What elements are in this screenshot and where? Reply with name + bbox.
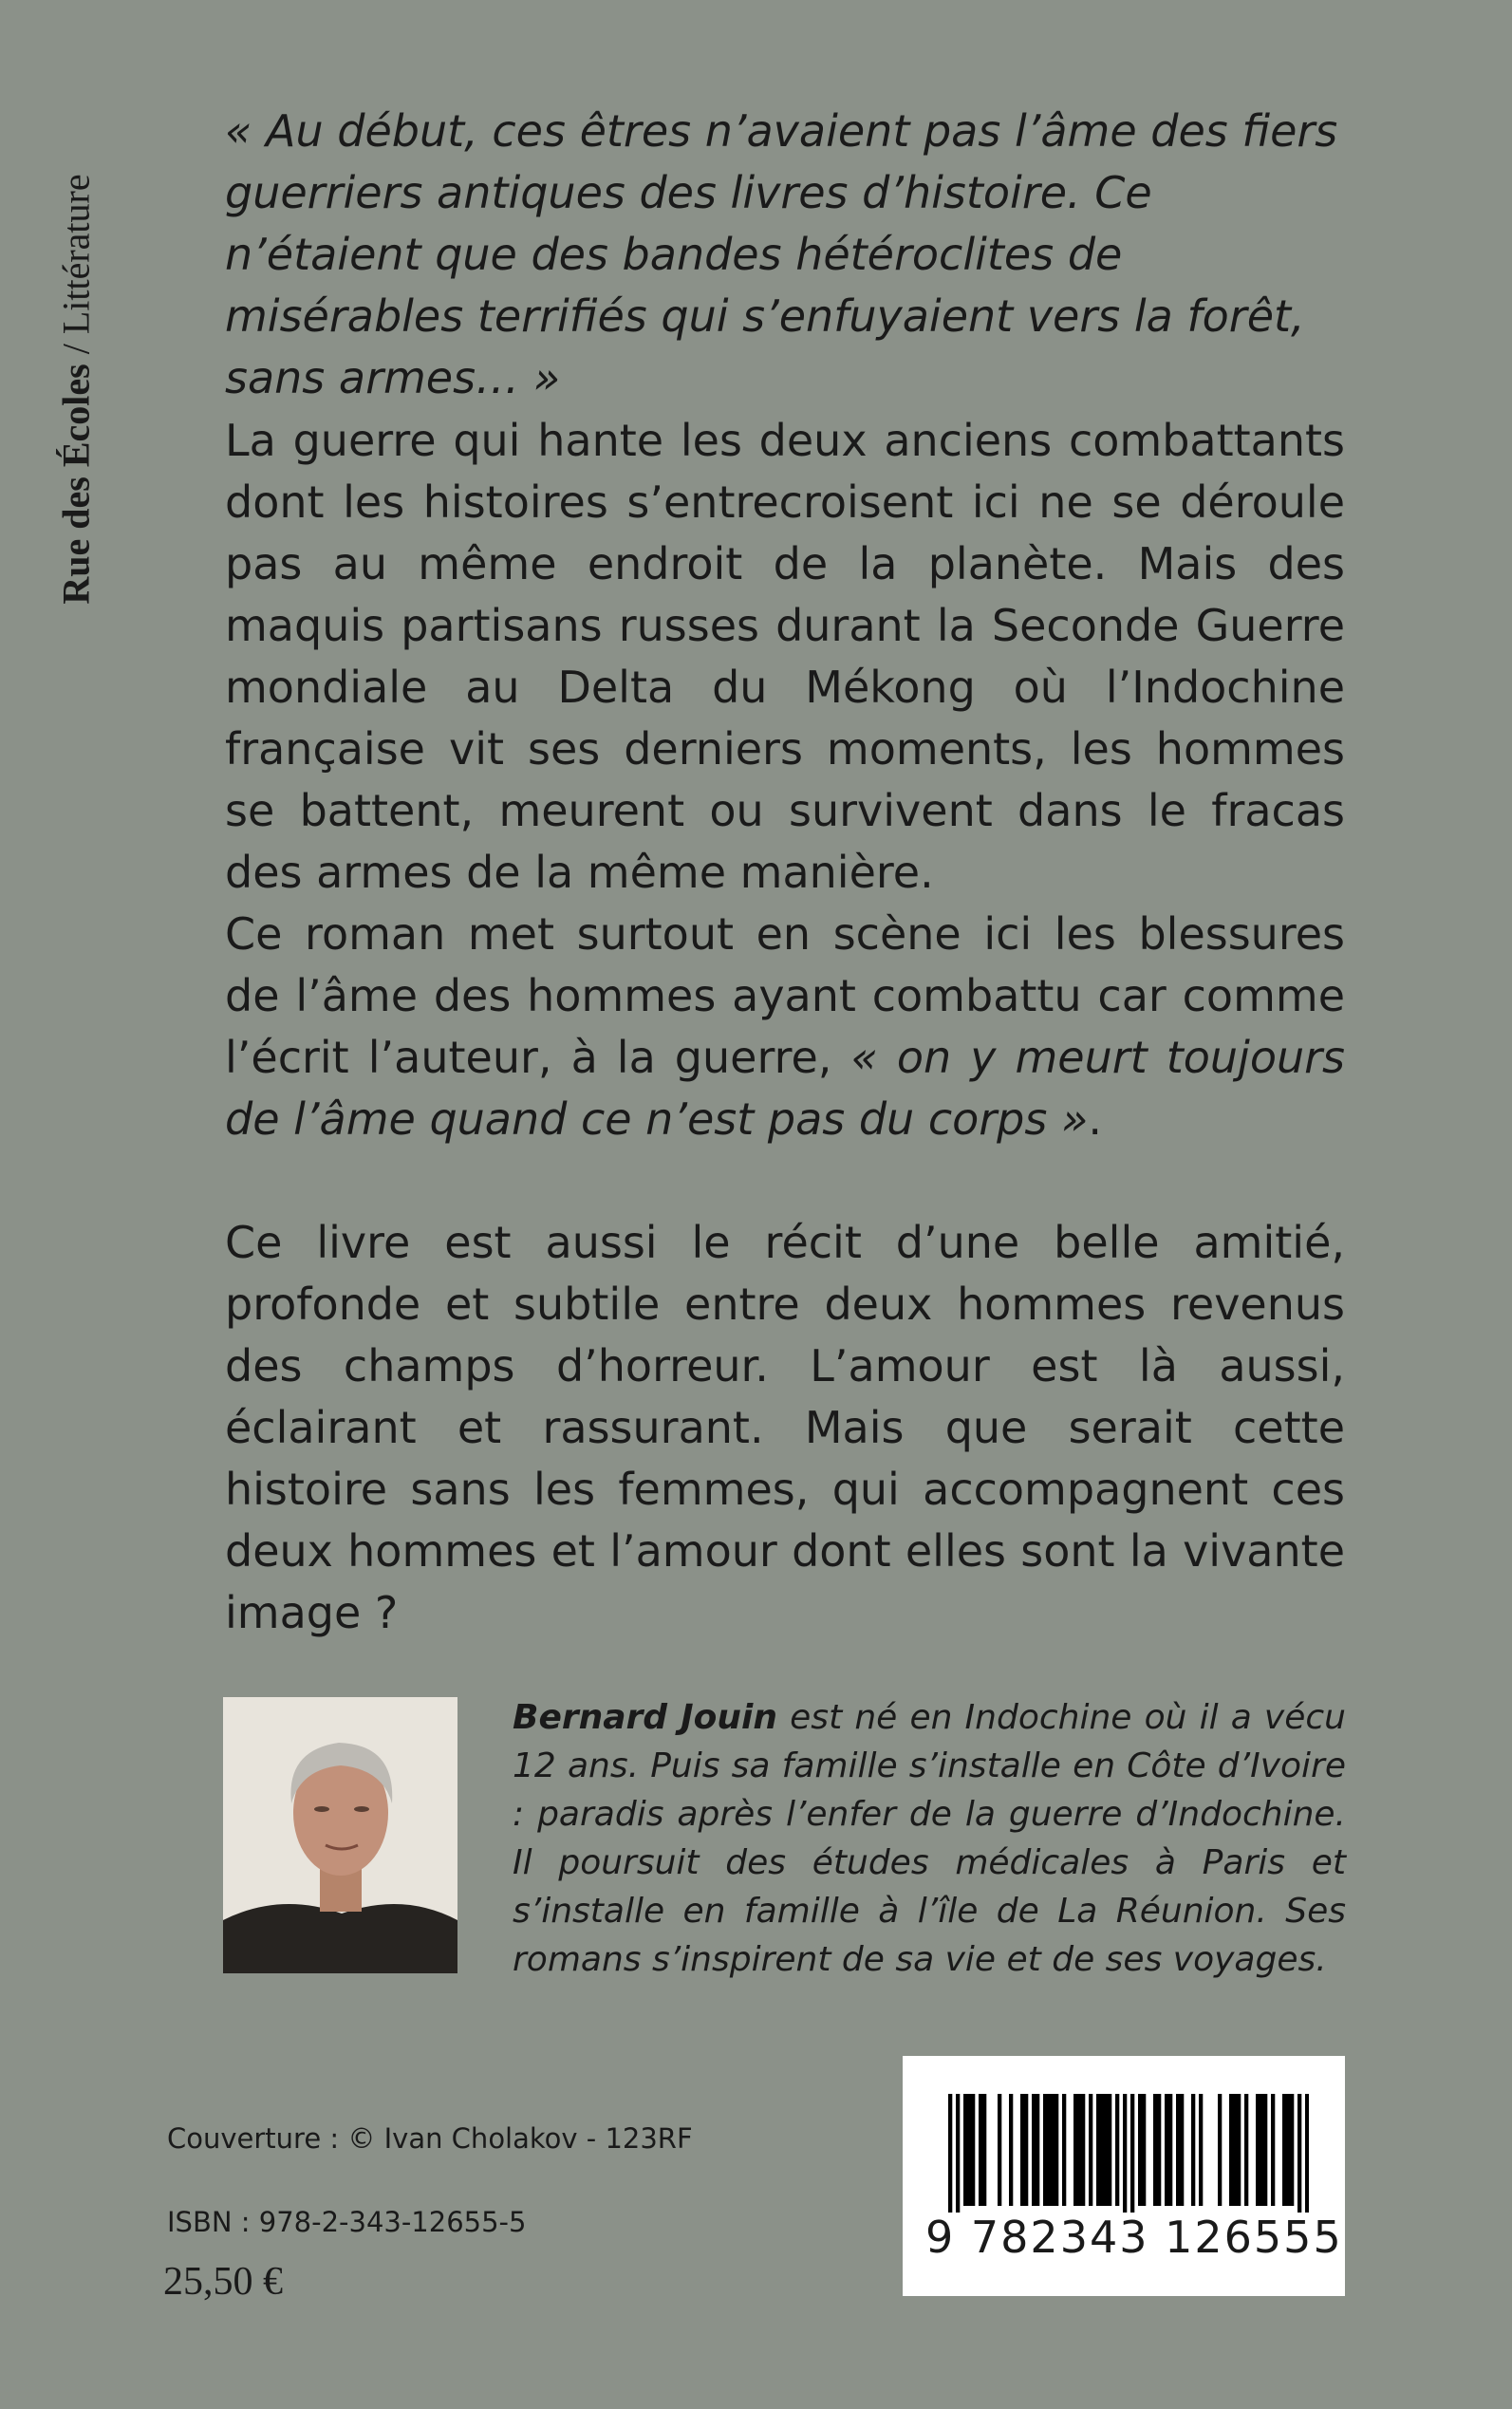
barcode-bars [948,2094,1309,2213]
barcode-bar [1051,2094,1055,2206]
barcode-bar [1157,2094,1161,2206]
author-quote: « on y meurt toujours de l’âme quand ce n’est pas du corps » [225,1032,1346,1145]
opening-quote [225,101,1345,409]
barcode-number: 9 782343 126555 [925,2212,1343,2263]
barcode-bar [1271,2094,1275,2206]
barcode-bar [1256,2094,1260,2206]
barcode-bar [1130,2094,1134,2213]
barcode-bar [1263,2094,1267,2206]
quote-text: « Au début, ces êtres n’avaient pas l’âme des fiers guerriers antiques des livres d’histoire. Ce n’étaient que des bandes hétéroclites de misérables terrifiés qui s’enfuyaient vers la forêt, sans armes… » [225,105,1338,403]
barcode-bar [1123,2094,1127,2213]
author-portrait-icon [223,1697,457,1973]
barcode-bar [1168,2094,1172,2206]
author-bio-text: est né en Indochine où il a vécu 12 ans. Puis sa famille s’installe en Côte d’Ivoire : paradis après l’enfer de la guerre d’Indochine. Il poursuit des études médicales à Paris et s’installe en famille à l’île de La Réunion. Ses romans s’inspirent de sa vie et de ses voyages. [513,1698,1346,1979]
barcode-bar [1218,2094,1222,2206]
barcode-bar [1108,2094,1111,2206]
barcode-bar [956,2094,960,2213]
barcode-bar [1020,2094,1024,2206]
barcode-bar [998,2094,1001,2206]
barcode-bar [1237,2094,1241,2206]
barcode-bar [1290,2094,1294,2206]
barcode-bar [1009,2094,1013,2206]
spine-separator: / [54,334,98,364]
barcode-bar [948,2094,952,2213]
barcode-bar [1244,2094,1248,2206]
barcode-bar [1286,2094,1290,2206]
author-bio [513,1693,1346,1984]
isbn: ISBN : 978-2-343-12655-5 [167,2206,527,2238]
barcode-bar [1100,2094,1104,2206]
summary-paragraph-2-text: Ce roman met surtout en scène ici les blessures de l’âme des hommes ayant combattu car comme l’écrit l’auteur, à la guerre, [225,908,1345,1083]
barcode-bar [1165,2094,1168,2206]
summary-paragraph-2-end: . [1088,1093,1102,1145]
paragraph-gap [225,1150,1345,1212]
barcode-bar [982,2094,986,2206]
barcode-bar [1073,2094,1077,2206]
barcode-bar [1153,2094,1157,2206]
summary-paragraph-3: Ce livre est aussi le récit d’une belle amitié, profonde et subtile entre deux hommes revenus des champs d’horreur. L’amour est là aussi, éclairant et rassurant. Mais que serait cette histoire sans les femmes, qui accompagnent ces deux hommes et l’amour dont elles sont la vivante image ? [225,1217,1345,1638]
barcode-bar [1047,2094,1051,2206]
barcode-bar [1081,2094,1085,2206]
series-name: Rue des Écoles [54,364,98,605]
summary-paragraph-1: La guerre qui hante les deux anciens combattants dont les histoires s’entrecroisent ici ne se déroule pas au même endroit de la planète. Mais des maquis partisans russes durant la Seconde Guerre mondiale au Delta du Mékong où l’Indochine française vit ses derniers moments, les hommes se battent, meurent ou survivent dans le fracas des armes de la même manière. [225,415,1345,898]
barcode-bar [1036,2094,1039,2206]
barcode [903,2056,1345,2296]
barcode-bar [1096,2094,1100,2206]
barcode-bar [963,2094,967,2206]
barcode-bar [979,2094,982,2206]
barcode-bar [1191,2094,1195,2206]
price: 25,50 € [163,2260,283,2304]
barcode-bar [1062,2094,1066,2206]
barcode-bar [1104,2094,1108,2206]
author-photo [223,1697,457,1973]
barcode-bar [1260,2094,1263,2206]
barcode-bar [1138,2094,1142,2206]
summary-paragraph-2 [225,904,1345,1150]
barcode-bar [1282,2094,1286,2206]
barcode-bar [1055,2094,1058,2206]
barcode-bar [1180,2094,1184,2206]
barcode-bar [1077,2094,1081,2206]
barcode-bar [1199,2094,1203,2206]
author-name: Bernard Jouin [513,1698,778,1737]
barcode-bar [1229,2094,1233,2206]
barcode-bar [1297,2094,1301,2213]
barcode-bar [1043,2094,1047,2206]
barcode-bar [1142,2094,1146,2206]
barcode-bar [1024,2094,1028,2206]
barcode-bar [971,2094,975,2206]
category-name: Littérature [54,174,98,335]
cover-credit: Couverture : © Ivan Cholakov - 123RF [167,2122,693,2155]
barcode-bar [1089,2094,1092,2206]
barcode-bar [1115,2094,1119,2206]
spine-text [54,174,99,604]
barcode-bar [1233,2094,1237,2206]
barcode-bar [1176,2094,1180,2206]
barcode-bar [1032,2094,1036,2206]
spine-label [38,114,114,664]
barcode-bar [1305,2094,1309,2213]
summary [225,410,1345,1644]
barcode-bar [967,2094,971,2206]
